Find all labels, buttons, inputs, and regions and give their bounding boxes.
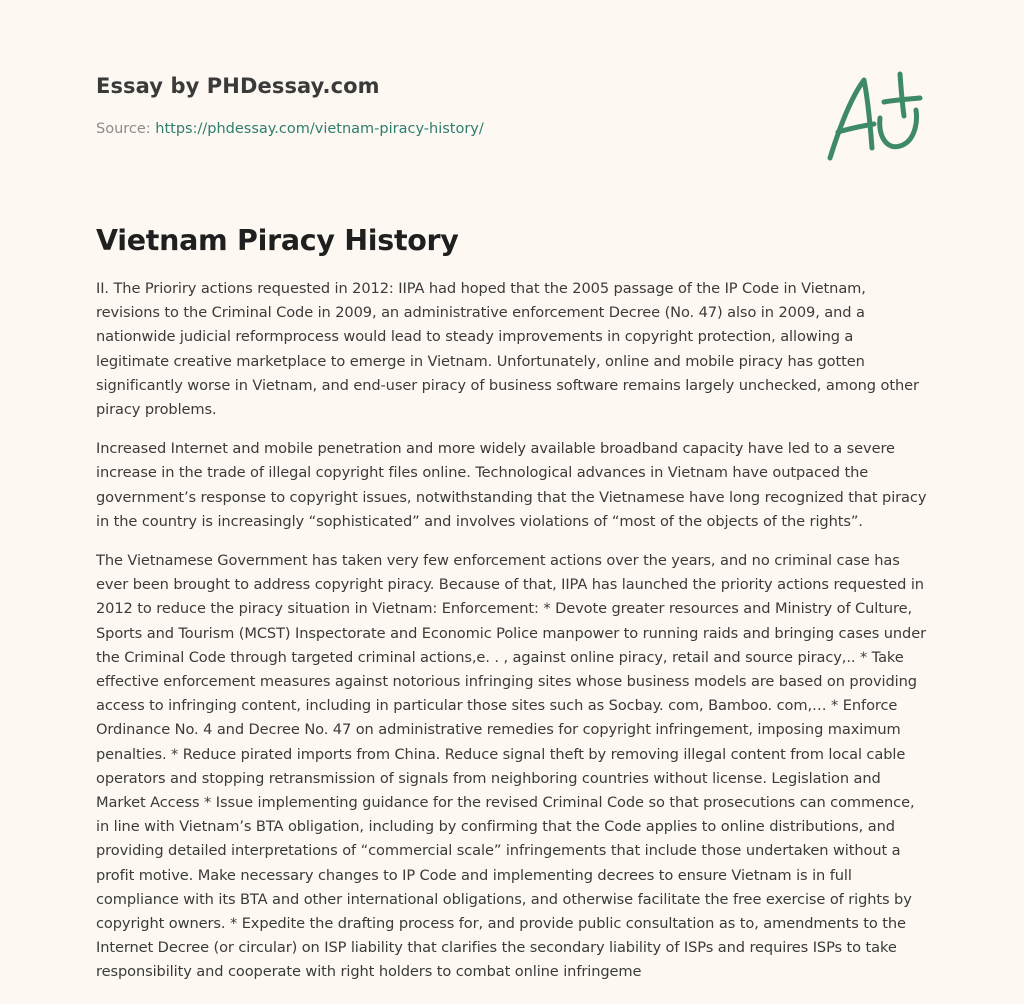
source-link[interactable]: https://phdessay.com/vietnam-piracy-history/ [155, 121, 484, 137]
article-paragraph: II. The Prioriry actions requested in 2012: IIPA had hoped that the 2005 passage of the IP Code in Vietnam, revisions to the Criminal Code in 2009, an administrative enforcement Decree (No. 47) also in 2009, and a nationwide judicial reformprocess would lead to steady improvements in copyright protection, allowing a legitimate creative marketplace to emerge in Vietnam. Unfortunately, online and mobile piracy has gotten significantly worse in Vietnam, and end-user piracy of business software remains largely unchecked, among other piracy problems. [96, 280, 919, 419]
site-brand: Essay by PHDessay.com [96, 74, 380, 98]
source-label: Source: [96, 121, 156, 137]
header [96, 74, 816, 137]
article-paragraph: Increased Internet and mobile penetration and more widely available broadband capacity have led to a severe increase in the trade of illegal copyright files online. Technological advances in Vietnam have outpaced the government’s response to copyright issues, notwithstanding that the Vietnamese have long recognized that piracy in the country is increasingly “sophisticated” and involves violations of “most of the objects of the rights”. [96, 440, 927, 530]
article [96, 224, 930, 1000]
article-paragraph: The Vietnamese Government has taken very few enforcement actions over the years, and no criminal case has ever been brought to address copyright piracy. Because of that, IIPA has launched the priority actions requested in 2012 to reduce the piracy situation in Vietnam: Enforcement: * Devote greater resources and Ministry of Culture, Sports and Tourism (MCST) Inspectorate and Economic Police manpower to running raids and bringing cases under the Criminal Code through targeted criminal actions,e. . , against online piracy, retail and source piracy,.. * Take effective enforcement measures against notorious infringing sites whose business models are based on providing access to infringing content, including in particular those sites such as Socbay. com, Bamboo. com,… * Enforce Ordinance No. 4 and Decree No. 47 on administrative remedies for copyright infringement, imposing maximum penalties. * Reduce pirated imports from China. Reduce signal theft by removing illegal content from local cable operators and stopping retransmission of signals from neighboring countries without license. Legislation and Market Access * Issue implementing guidance for the revised Criminal Code so that prosecutions can commence, in line with Vietnam’s BTA obligation, including by confirming that the Code applies to online distributions, and providing detailed interpretations of “commercial scale” infringements that include those undertaken without a profit motive. Make necessary changes to IP Code and implementing decrees to ensure Vietnam is in full compliance with its BTA and other international obligations, and otherwise facilitate the free exercise of rights by copyright owners. * Expedite the drafting process for, and provide public consultation as to, amendments to the Internet Decree (or circular) on ISP liability that clarifies the secondary liability of ISPs and requires ISPs to take responsibility and cooperate with right holders to combat online infringeme [96, 552, 926, 981]
a-plus-grade-icon [818, 66, 930, 166]
source-line [96, 121, 816, 137]
article-title: Vietnam Piracy History [96, 224, 459, 257]
